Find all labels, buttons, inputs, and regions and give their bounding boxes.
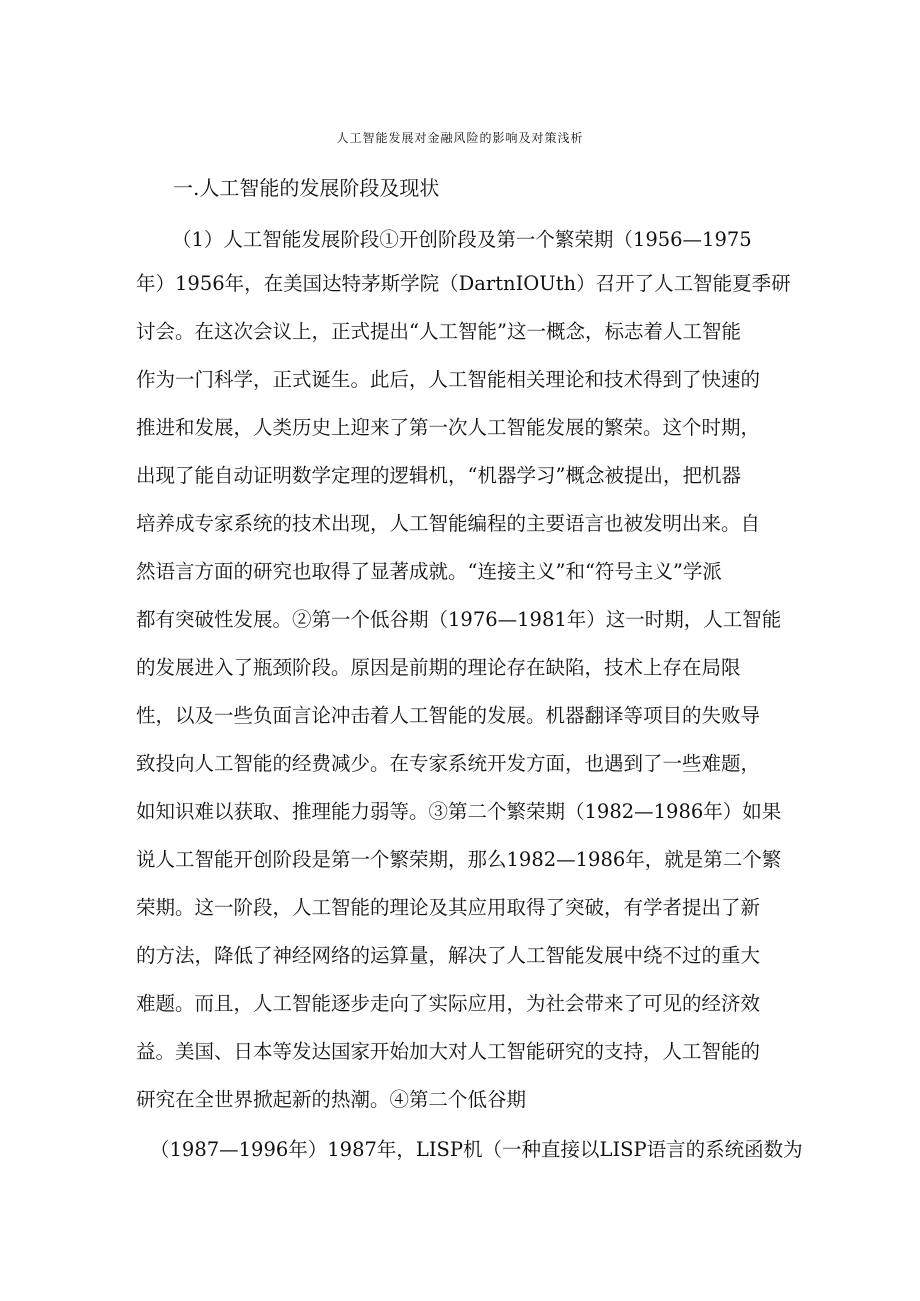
paragraph-line: 荣期。这一阶段，人工智能的理论及其应用取得了突破，有学者提出了新	[136, 896, 761, 919]
paragraph-line: 推进和发展，人类历史上迎来了第一次人工智能发展的繁荣。这个时期，	[136, 416, 761, 439]
paragraph-line: 的方法，降低了神经网络的运算量，解决了人工智能发展中绕不过的重大	[136, 944, 761, 967]
paragraph-line: 的发展进入了瓶颈阶段。原因是前期的理论存在缺陷，技术上存在局限	[136, 656, 741, 679]
paragraph-line: 作为一门科学，正式诞生。此后，人工智能相关理论和技术得到了快速的	[136, 368, 761, 391]
paragraph-line: 研究在全世界掀起新的热潮。④第二个低谷期	[136, 1088, 527, 1111]
paragraph-line: 都有突破性发展。②第一个低谷期（1976—1981年）这一时期，人工智能	[136, 608, 782, 631]
paragraph-line: 如知识难以获取、推理能力弱等。③第二个繁荣期（1982—1986年）如果	[136, 800, 782, 823]
document-title: 人工智能发展对金融风险的影响及对策浅析	[336, 131, 584, 145]
paragraph-line: 培养成专家系统的技术出现，人工智能编程的主要语言也被发明出来。自	[136, 512, 761, 535]
paragraph-line: 出现了能自动证明数学定理的逻辑机，“机器学习”概念被提出，把机器	[136, 464, 741, 487]
paragraph-line: 难题。而且，人工智能逐步走向了实际应用，为社会带来了可见的经济效	[136, 992, 761, 1015]
paragraph-line: 年）1956年，在美国达特茅斯学院（DartnIOUth）召开了人工智能夏季研	[136, 272, 791, 295]
paragraph-line: （1）人工智能发展阶段①开创阶段及第一个繁荣期（1956—1975	[172, 228, 752, 251]
paragraph-line: 说人工智能开创阶段是第一个繁荣期，那么1982—1986年，就是第二个繁	[136, 848, 782, 871]
paragraph-line: （1987—1996年）1987年，LISP机（一种直接以LISP语言的系统函数为	[150, 1138, 803, 1161]
paragraph-line: 致投向人工智能的经费减少。在专家系统开发方面，也遇到了一些难题，	[136, 752, 761, 775]
section-heading: 一.人工智能的发展阶段及现状	[173, 176, 440, 200]
paragraph-line: 讨会。在这次会议上，正式提出“人工智能”这一概念，标志着人工智能	[136, 320, 741, 343]
paragraph-line: 性，以及一些负面言论冲击着人工智能的发展。机器翻译等项目的失败导	[136, 704, 761, 727]
paragraph-line: 益。美国、日本等发达国家开始加大对人工智能研究的支持，人工智能的	[136, 1040, 761, 1063]
paragraph-line: 然语言方面的研究也取得了显著成就。“连接主义”和“符号主义”学派	[136, 560, 722, 583]
